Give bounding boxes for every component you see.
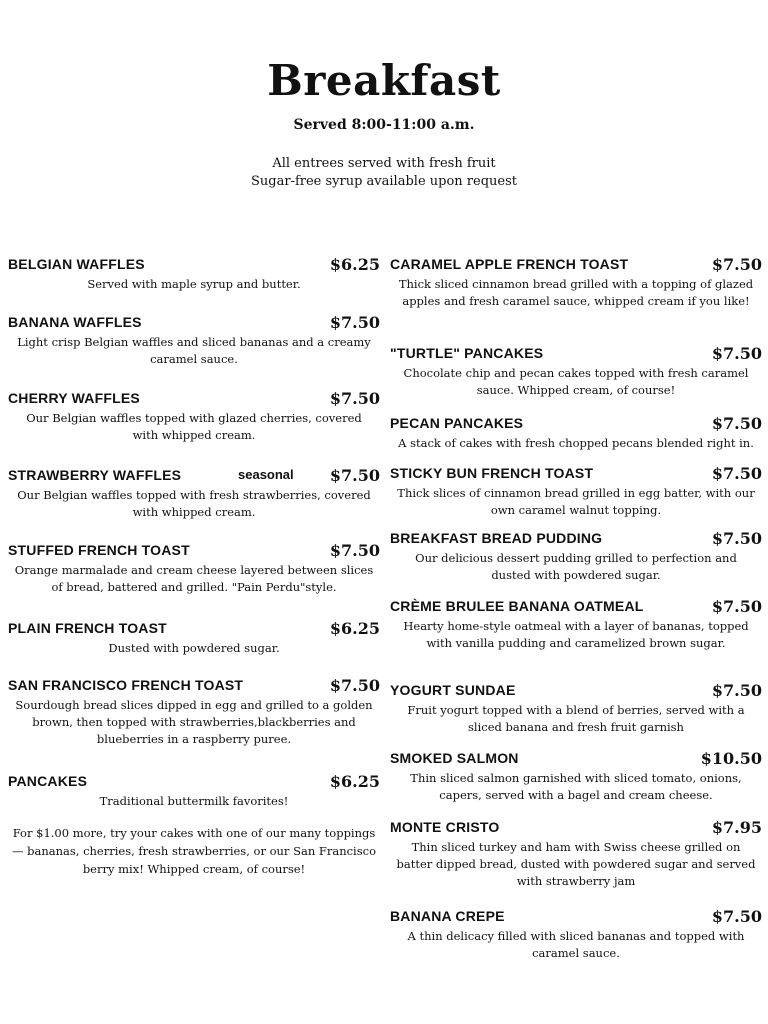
- menu-item-banana-crepe: [390, 908, 762, 962]
- item-description: Thick slices of cinnamon bread grilled in egg batter, with our own caramel walnut topping.: [397, 486, 755, 517]
- item-description: Chocolate chip and pecan cakes topped with fresh caramel sauce. Whipped cream, of course!: [403, 366, 749, 397]
- menu-item-stuffed-french-toast: [8, 542, 380, 596]
- menu-item-pecan-pancakes: [390, 415, 762, 452]
- menu-item-sticky-bun-french-toast: [390, 465, 762, 519]
- item-description: Our delicious dessert pudding grilled to perfection and dusted with powdered sugar.: [415, 551, 737, 582]
- item-description: Thick sliced cinnamon bread grilled with a topping of glazed apples and fresh caramel sauce, whipped cream if you like!: [398, 277, 754, 308]
- item-name: BREAKFAST BREAD PUDDING: [390, 530, 603, 546]
- menu-item-breakfast-bread-pudding: [390, 530, 762, 584]
- item-name: CRÈME BRULEE BANANA OATMEAL: [390, 598, 644, 614]
- item-price: $7.50: [329, 676, 380, 695]
- menu-item-belgian-waffles: [8, 256, 380, 293]
- served-hours: Served 8:00-11:00 a.m.: [293, 117, 475, 133]
- item-name: SMOKED SALMON: [390, 750, 519, 766]
- item-price: $7.50: [329, 466, 380, 485]
- seasonal-label: seasonal: [238, 467, 294, 482]
- menu-item-caramel-apple-french-toast: [390, 256, 762, 310]
- menu-item-yogurt-sundae: [390, 682, 762, 736]
- item-name: SAN FRANCISCO FRENCH TOAST: [8, 677, 244, 693]
- item-description: Thin sliced salmon garnished with sliced tomato, onions, capers, served with a bagel and cream cheese.: [410, 771, 742, 802]
- item-price: $7.50: [711, 529, 762, 548]
- item-description: Orange marmalade and cream cheese layered between slices of bread, battered and grilled. "Pain Perdu"style.: [14, 563, 374, 594]
- item-price: $6.25: [329, 255, 380, 274]
- item-name: STUFFED FRENCH TOAST: [8, 542, 190, 558]
- item-name: STICKY BUN FRENCH TOAST: [390, 465, 594, 481]
- menu-item-pancakes: [8, 773, 380, 810]
- toppings-promo: For $1.00 more, try your cakes with one of our many toppings— bananas, cherries, fresh strawberries, or our San Francisco berry mix! Whipped cream, of course!: [11, 826, 377, 876]
- item-name: BANANA CREPE: [390, 908, 505, 924]
- syrup-note: Sugar-free syrup available upon request: [251, 174, 517, 189]
- item-name: PLAIN FRENCH TOAST: [8, 620, 167, 636]
- item-price: $7.50: [711, 681, 762, 700]
- menu-item-creme-brulee-banana-oatmeal: [390, 598, 762, 652]
- item-price: $7.50: [711, 414, 762, 433]
- item-price: $7.50: [711, 907, 762, 926]
- item-price: $7.50: [711, 255, 762, 274]
- item-price: $7.50: [329, 541, 380, 560]
- item-name: "TURTLE" PANCAKES: [390, 345, 544, 361]
- item-price: $7.95: [711, 818, 762, 837]
- menu-item-plain-french-toast: [8, 620, 380, 657]
- item-price: $7.50: [711, 464, 762, 483]
- item-name: BELGIAN WAFFLES: [8, 256, 145, 272]
- menu-item-banana-waffles: [8, 314, 380, 368]
- item-name: YOGURT SUNDAE: [390, 682, 516, 698]
- fruit-note: All entrees served with fresh fruit: [272, 156, 496, 171]
- item-price: $7.50: [711, 597, 762, 616]
- item-price: $10.50: [700, 749, 762, 768]
- menu-item-monte-cristo: [390, 819, 762, 890]
- item-price: $6.25: [329, 619, 380, 638]
- page-title: Breakfast: [267, 56, 501, 105]
- item-description: Our Belgian waffles topped with glazed cherries, covered with whipped cream.: [26, 411, 362, 442]
- menu-item-cherry-waffles: [8, 390, 380, 444]
- item-price: $7.50: [711, 344, 762, 363]
- item-name: CARAMEL APPLE FRENCH TOAST: [390, 256, 629, 272]
- item-description: Traditional buttermilk favorites!: [99, 794, 289, 808]
- item-description: Sourdough bread slices dipped in egg and grilled to a golden brown, then topped with strawberries,blackberries and blueberries in a raspberry puree.: [15, 698, 373, 746]
- item-description: A thin delicacy filled with sliced bananas and topped with caramel sauce.: [407, 929, 745, 960]
- item-name: PECAN PANCAKES: [390, 415, 524, 431]
- menu-item-san-francisco-french-toast: [8, 677, 380, 748]
- item-name: CHERRY WAFFLES: [8, 390, 140, 406]
- item-price: $7.50: [329, 389, 380, 408]
- item-name: BANANA WAFFLES: [8, 314, 142, 330]
- item-description: Thin sliced turkey and ham with Swiss cheese grilled on batter dipped bread, dusted with powdered sugar and served with strawberry jam: [396, 840, 756, 888]
- item-name: PANCAKES: [8, 773, 88, 789]
- item-name: MONTE CRISTO: [390, 819, 500, 835]
- item-description: Dusted with powdered sugar.: [108, 641, 280, 655]
- item-description: Our Belgian waffles topped with fresh strawberries, covered with whipped cream.: [17, 488, 371, 519]
- item-name: STRAWBERRY WAFFLES: [8, 467, 182, 483]
- menu-item-strawberry-waffles: [8, 467, 380, 521]
- item-description: Hearty home-style oatmeal with a layer of bananas, topped with vanilla pudding and caramelized brown sugar.: [403, 619, 749, 650]
- item-price: $6.25: [329, 772, 380, 791]
- item-price: $7.50: [329, 313, 380, 332]
- menu-item-turtle-pancakes: [390, 345, 762, 399]
- item-description: Served with maple syrup and butter.: [87, 277, 301, 291]
- menu-item-smoked-salmon: [390, 750, 762, 804]
- item-description: A stack of cakes with fresh chopped pecans blended right in.: [398, 436, 754, 450]
- item-description: Light crisp Belgian waffles and sliced bananas and a creamy caramel sauce.: [17, 335, 371, 366]
- item-description: Fruit yogurt topped with a blend of berries, served with a sliced banana and fresh fruit garnish: [407, 703, 745, 734]
